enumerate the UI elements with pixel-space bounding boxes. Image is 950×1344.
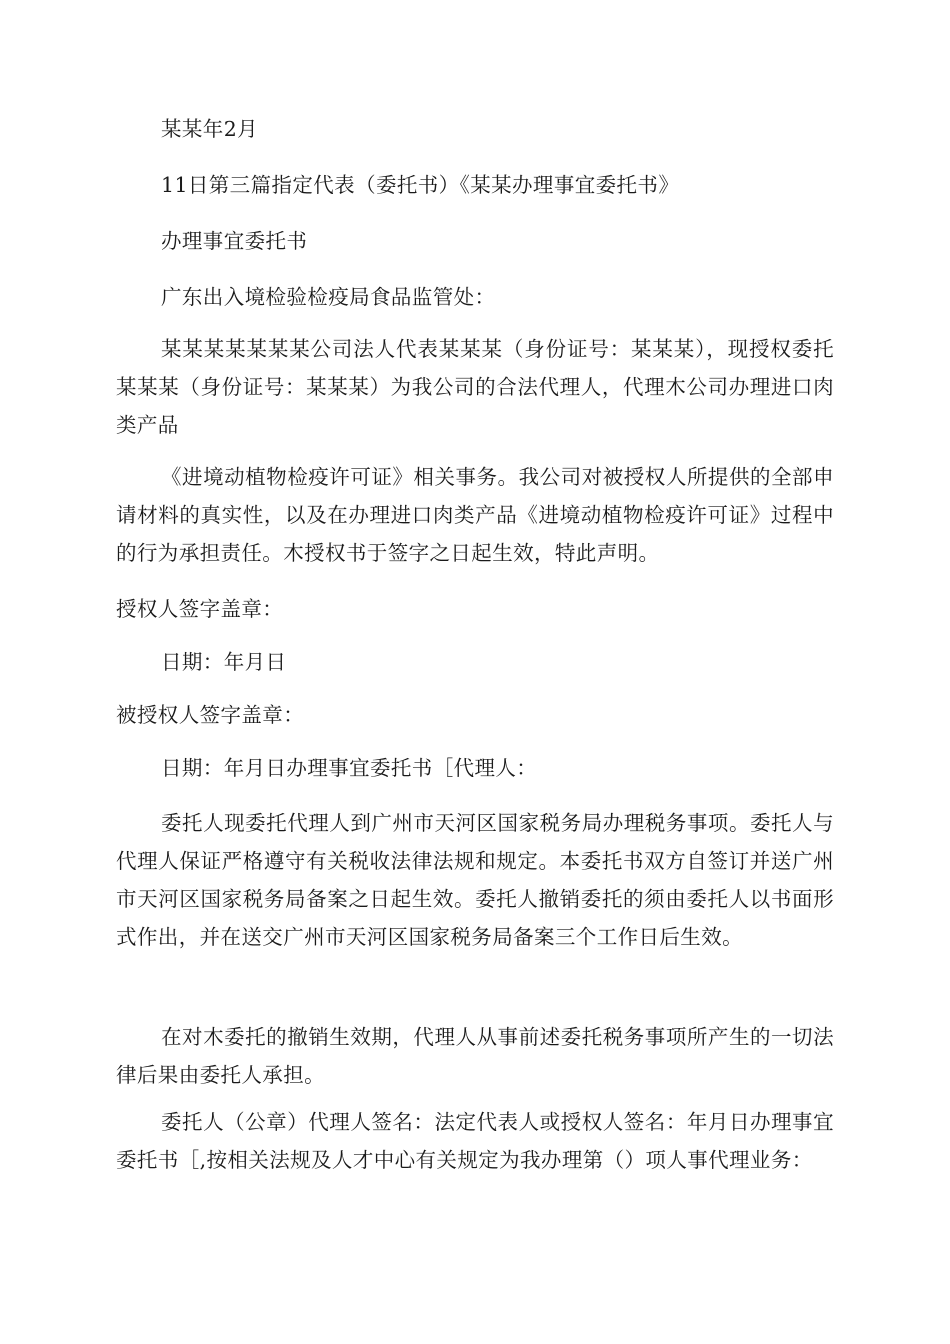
- grantee-signature-line: 被授权人签字盖章：: [116, 703, 305, 727]
- date-line: 某某年2月: [161, 117, 259, 141]
- authorization-paragraph: 某某某某某某某公司法人代表某某某（身份证号：某某某），现授权委托某某某（身份证号：某某某）为我公司的合法代理人，代理木公司办理进口肉类产品: [116, 337, 834, 437]
- grantor-signature-line: 授权人签字盖章：: [116, 597, 284, 621]
- signature-and-agency-paragraph: 委托人（公章）代理人签名：法定代表人或授权人签名：年月日办理事宜委托书［,按相关法规及人才中心有关规定为我办理第（）项人事代理业务：: [116, 1110, 834, 1172]
- letter-title: 办理事宜委托书: [161, 229, 308, 253]
- grantee-date-line: 日期：年月日办理事宜委托书［代理人：: [161, 756, 538, 780]
- addressee: 广东出入境检验检疫局食品监管处：: [161, 285, 496, 309]
- grantor-date-line: 日期：年月日: [161, 650, 287, 674]
- responsibility-paragraph: 《进境动植物检疫许可证》相关事务。我公司对被授权人所提供的全部申请材料的真实性，以及在办理进口肉类产品《进境动植物检疫许可证》过程中的行为承担责任。木授权书于签字之日起生效，特此声明。: [116, 465, 834, 565]
- tax-authorization-paragraph: 委托人现委托代理人到广州市天河区国家税务局办理税务事项。委托人与代理人保证严格遵守有关税收法律法规和规定。本委托书双方自签订并送广州市天河区国家税务局备案之日起生效。委托人撤销委托的须由委托人以书面形式作出，并在送交广州市天河区国家税务局备案三个工作日后生效。: [116, 811, 834, 949]
- document-heading: 11日第三篇指定代表（委托书）《某某办理事宜委托书》: [161, 173, 680, 197]
- liability-paragraph: 在对木委托的撤销生效期，代理人从事前述委托税务事项所产生的一切法律后果由委托人承担。: [116, 1025, 834, 1087]
